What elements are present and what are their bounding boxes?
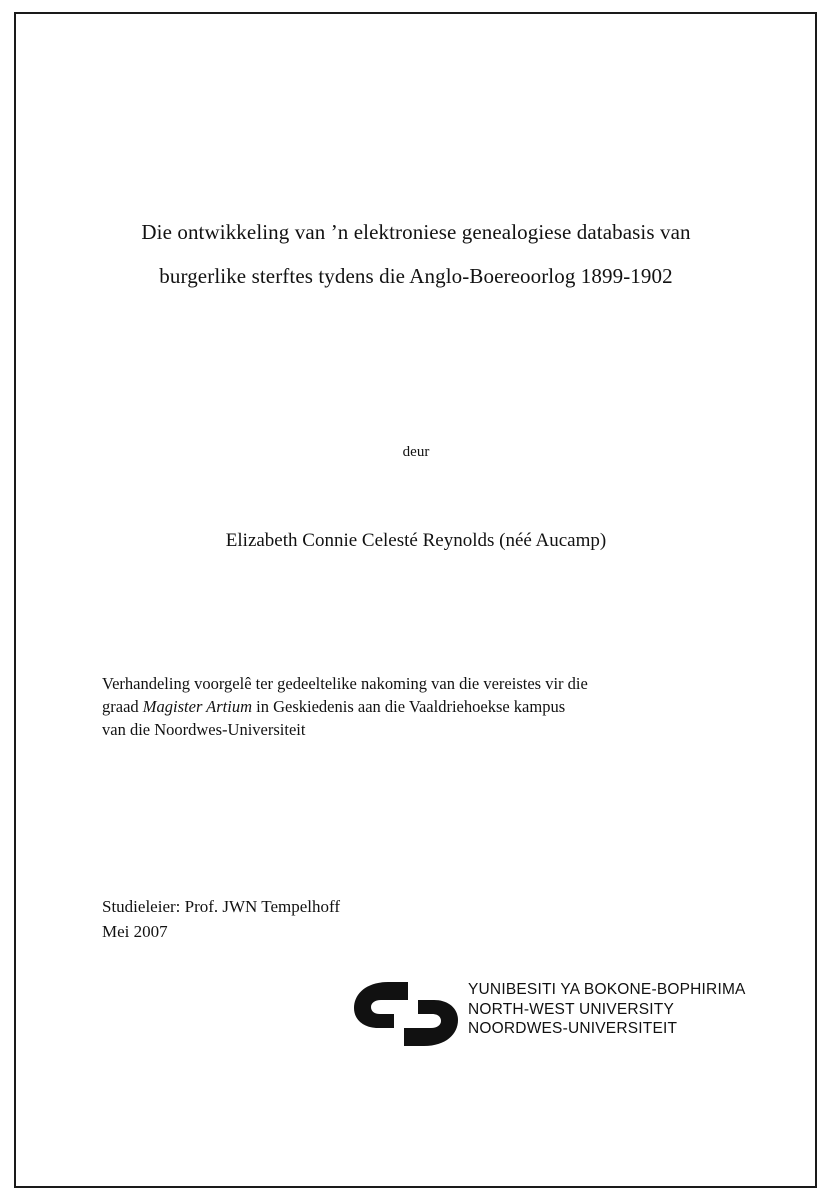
logo-text — [468, 980, 746, 1039]
page-title — [96, 210, 736, 298]
byline: deur — [402, 444, 430, 460]
nwu-logo-icon — [350, 978, 462, 1050]
logo-text-line-2: NORTH-WEST UNIVERSITY — [468, 1000, 675, 1018]
title-line-2: burgerlike sterftes tydens die Anglo-Boereoorlog 1899-1902 — [159, 264, 673, 288]
submission-line-2-post: in Geskiedenis aan die Vaaldriehoekse kampus — [252, 697, 566, 716]
title-line-1: Die ontwikkeling van ’n elektroniese genealogiese databasis van — [141, 220, 691, 244]
supervisor-line: Studieleier: Prof. JWN Tempelhoff — [102, 897, 341, 916]
university-logo — [246, 974, 746, 1054]
submission-statement — [102, 672, 726, 741]
logo-text-line-1: YUNIBESITI YA BOKONE-BOPHIRIMA — [468, 981, 746, 998]
logo-text-line-3: NOORDWES-UNIVERSITEIT — [468, 1020, 678, 1037]
submission-line-2-pre: graad — [102, 697, 143, 716]
supervisor-block — [102, 894, 662, 944]
date-line: Mei 2007 — [102, 922, 168, 941]
degree-name: Magister Artium — [142, 697, 253, 716]
submission-line-3: van die Noordwes-Universiteit — [102, 720, 306, 739]
page-content — [96, 12, 746, 1188]
author-name: Elizabeth Connie Celesté Reynolds (néé Aucamp) — [225, 530, 607, 551]
submission-line-1: Verhandeling voorgelê ter gedeeltelike nakoming van die vereistes vir die — [102, 674, 588, 693]
submission-line-2 — [102, 695, 726, 718]
